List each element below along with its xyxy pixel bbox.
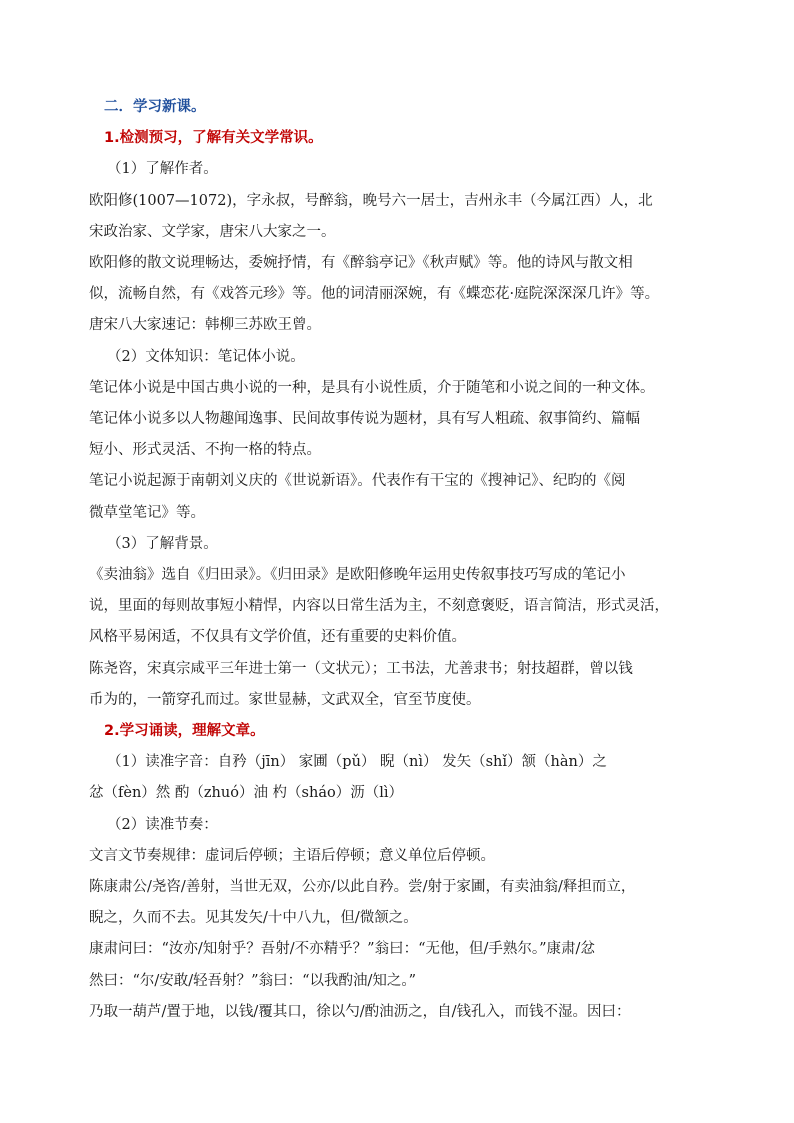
chen-yaozi-paragraph-line: 币为的，一箭穿孔而过。家世显赫，文武双全，官至节度使。 — [89, 691, 481, 708]
rhythm-text-line: 乃取一葫芦/置于地，以钱/覆其口，徐以勺/酌油沥之，自/钱孔入，而钱不湿。因曰： — [89, 1003, 631, 1020]
background-paragraph-line: 说，里面的每则故事短小精悍，内容以日常生活为主，不刻意褒贬，语言简洁，形式灵活， — [89, 598, 669, 615]
rhythm-text-line: 康肃问曰：“汝亦/知射乎？吾射/不亦精乎？”翁曰：“无他，但/手熟尔。”康肃/忿 — [89, 941, 595, 958]
item-about-author: （1）了解作者。 — [107, 161, 218, 178]
author-paragraph-line: 欧阳修(1007—1072)，字永叔，号醉翁，晚号六一居士，吉州永丰（今属江西）人，北 — [89, 192, 653, 209]
rhythm-rule-line: 文言文节奏规律：虚词后停顿；主语后停顿；意义单位后停顿。 — [89, 847, 495, 864]
item-background: （3）了解背景。 — [107, 535, 218, 552]
background-paragraph-line: 风格平易闲适，不仅具有文学价值，还有重要的史料价值。 — [89, 629, 466, 646]
chen-yaozi-paragraph-line: 陈尧咨，宋真宗咸平三年进士第一（文状元）；工书法，尤善隶书；射技超群，曾以钱 — [89, 660, 633, 677]
subsection-title-1: 1.检测预习，了解有关文学常识。 — [104, 130, 323, 147]
rhythm-text-line: 然曰：“尔/安敢/轻吾射？”翁曰：“以我酌油/知之。” — [89, 972, 417, 989]
origin-paragraph-line: 微草堂笔记》等。 — [89, 504, 205, 521]
works-paragraph-line: 似，流畅自然，有《戏答元珍》等。他的词清丽深婉，有《蝶恋花·庭院深深深几许》等。 — [89, 286, 660, 303]
pronunciation-line: 忿（fèn）然 酌（zhuó）油 杓（sháo）沥（lì） — [89, 785, 403, 802]
subsection-title-2: 2.学习诵读，理解文章。 — [104, 723, 265, 740]
pronunciation-line: （1）读准字音：自矜（jīn） 家圃（pǔ） 睨（nì） 发矢（shǐ）颔（hàn）之 — [107, 754, 607, 771]
mnemonic-line: 唐宋八大家速记：韩柳三苏欧王曾。 — [89, 317, 321, 334]
rhythm-text-line: 睨之，久而不去。见其发矢/十中八九，但/微颔之。 — [89, 910, 418, 927]
item-rhythm: （2）读准节奏： — [107, 816, 218, 833]
works-paragraph-line: 欧阳修的散文说理畅达，委婉抒情，有《醉翁亭记》《秋声赋》等。他的诗风与散文相 — [89, 255, 633, 272]
rhythm-text-line: 陈康肃公/尧咨/善射，当世无双，公亦/以此自矜。尝/射于家圃，有卖油翁/释担而立， — [89, 879, 636, 896]
background-paragraph-line: 《卖油翁》选自《归田录》。《归田录》是欧阳修晚年运用史传叙事技巧写成的笔记小 — [89, 567, 626, 584]
item-genre: （2）文体知识：笔记体小说。 — [107, 348, 305, 365]
genre-paragraph-line: 笔记体小说是中国古典小说的一种，是具有小说性质，介于随笔和小说之间的一种文体。 — [89, 379, 655, 396]
origin-paragraph-line: 笔记小说起源于南朝刘义庆的《世说新语》。代表作有干宝的《搜神记》、纪昀的《阅 — [89, 473, 626, 490]
genre-paragraph-line: 笔记体小说多以人物趣闻逸事、民间故事传说为题材，具有写人粗疏、叙事简约、篇幅 — [89, 411, 640, 428]
author-paragraph-line: 宋政治家、文学家，唐宋八大家之一。 — [89, 223, 336, 240]
genre-paragraph-line: 短小、形式灵活、不拘一格的特点。 — [89, 442, 321, 459]
section-title: 二．学习新课。 — [104, 99, 206, 115]
